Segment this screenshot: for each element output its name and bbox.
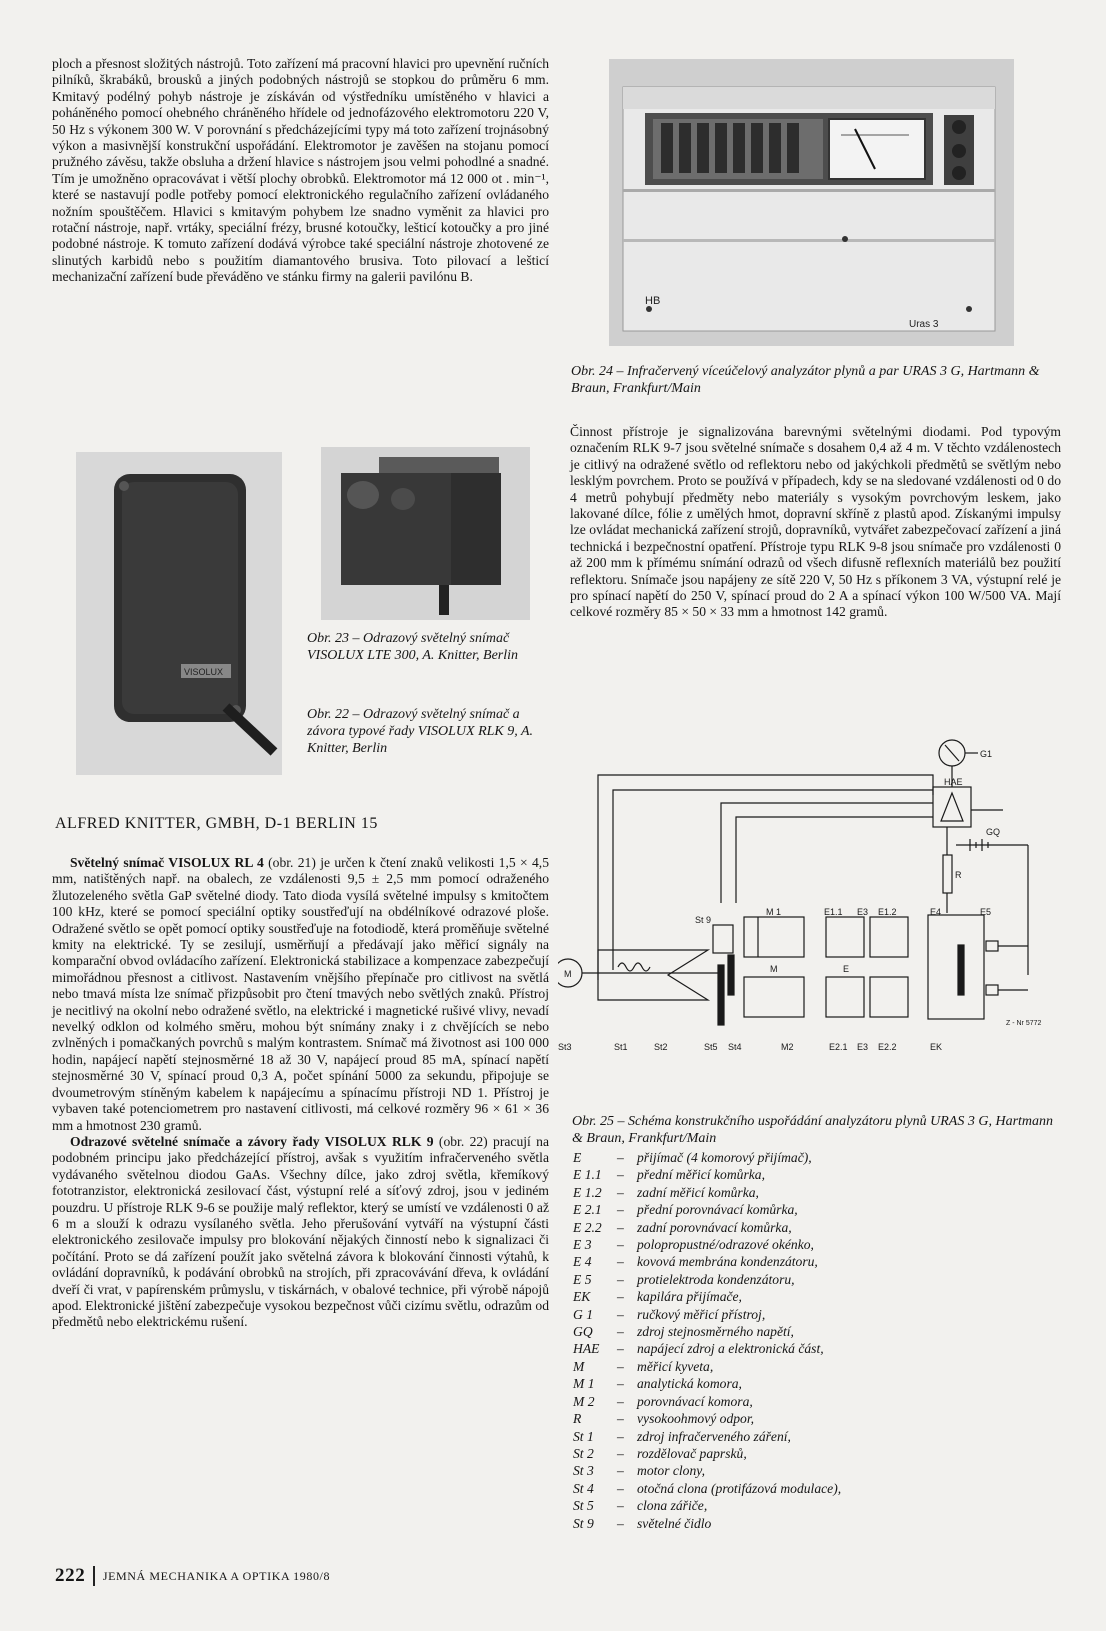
- legend-description: kapilára přijímače,: [637, 1289, 742, 1305]
- label-m1: M 1: [766, 907, 782, 917]
- legend-description: motor clony,: [637, 1463, 705, 1479]
- legend-description: přední porovnávací komůrka,: [637, 1202, 798, 1218]
- legend-code: E 1.2: [573, 1184, 602, 1200]
- legend-item: [573, 1340, 1073, 1357]
- legend-code: E 1.1: [573, 1167, 602, 1183]
- label-st9: St 9: [695, 915, 712, 925]
- legend-item: [573, 1410, 1073, 1427]
- legend-description: rozdělovač paprsků,: [637, 1445, 747, 1461]
- label-e3b: E3: [857, 1042, 869, 1052]
- legend-code: M 2: [573, 1393, 595, 1409]
- label-e: E: [843, 964, 850, 974]
- legend-item: [573, 1393, 1073, 1410]
- label-st1: St1: [614, 1042, 628, 1052]
- legend-dash: –: [617, 1306, 624, 1322]
- legend-code: St 9: [573, 1515, 594, 1531]
- legend-description: ručkový měřicí přístroj,: [637, 1306, 766, 1322]
- product-name: Odrazové světelné snímače a závory řady VISOLUX RLK 9: [70, 1133, 434, 1149]
- legend-item: [573, 1166, 1073, 1183]
- sensor-brand-label: VISOLUX: [184, 667, 224, 677]
- legend-item: [573, 1149, 1073, 1166]
- legend-dash: –: [617, 1219, 624, 1235]
- legend-code: G 1: [573, 1306, 594, 1322]
- legend-description: zdroj stejnosměrného napětí,: [637, 1324, 794, 1340]
- legend-item: [573, 1219, 1073, 1236]
- legend-item: [573, 1236, 1073, 1253]
- label-st3: St3: [558, 1042, 572, 1052]
- legend-code: St 1: [573, 1428, 594, 1444]
- label-e11: E1.1: [824, 907, 843, 917]
- footer-divider: [93, 1566, 95, 1586]
- label-e4: E4: [930, 907, 942, 917]
- legend-code: St 4: [573, 1480, 594, 1496]
- label-hae: HAE: [944, 777, 963, 787]
- photo-visolux-lte300: [321, 447, 530, 620]
- device-name-label: Uras 3: [909, 319, 939, 330]
- legend-description: protielektroda kondenzátoru,: [637, 1271, 795, 1287]
- legend-item: [573, 1497, 1073, 1514]
- legend-dash: –: [617, 1498, 624, 1514]
- legend-item: [573, 1323, 1073, 1340]
- legend-dash: –: [617, 1271, 624, 1287]
- label-st4: St4: [728, 1042, 742, 1052]
- legend-item: [573, 1288, 1073, 1305]
- legend-dash: –: [617, 1184, 624, 1200]
- legend-dash: –: [617, 1254, 624, 1270]
- label-m2: M2: [781, 1042, 794, 1052]
- paragraph: ploch a přesnost složitých nástrojů. Toto zařízení má pracovní hlavici pro upevnění ručních pilníků, škrabáků, brousků a jiných podobných nástrojů se stopkou do průměru 6 mm. Kmitavý podélný pohyb nástroje je získáván od výstředníku umístěného v hlavici a poháněného pomocí ohebného chráněného hřídele od jednofázového elektromotoru 220 V, 50 Hz s výkonem 300 W. V porovnání s předcházejícími typy má toto zařízení trojnásobný výkon a masivnější konstrukční uspořádání. Elektromotor je zavěšen na stojanu pomocí pružného závěsu, takže obsluha a držení hlavice s nástrojem jsou velmi pohodlné a snadné. Tím je umožněno opracovávat i větší plochy obrobků. Elektromotor má 12 000 ot . min⁻¹, které se nastavují podle potřeby pomocí elektronického regulačního zařízení ovládaného nožním spouštěčem. Hlavici s kmitavým pohybem lze snadno vyměnit za hlavici pro rotační nástroje, např. vrtáky, speciální frézy, brusné kotoučky, lešticí kotoučky a pro jiné podobné nástroje. K tomuto zařízení dodává výrobce také speciální nástroje zhotovené ze slinutých karbidů nebo s použitím diamantového brusiva. Toto pilovací a lešticí mechanizační zařízení bude převáděno ve stánku firmy na galerii pavilónu B.: [52, 56, 549, 285]
- legend-code: R: [573, 1411, 582, 1427]
- product-name: Světelný snímač VISOLUX RL 4: [70, 855, 264, 870]
- legend-item: [573, 1480, 1073, 1497]
- legend-item: [573, 1306, 1073, 1323]
- legend-dash: –: [617, 1289, 624, 1305]
- article-text-bottom: [52, 855, 549, 1331]
- label-m-cell: M: [770, 964, 778, 974]
- legend-dash: –: [617, 1237, 624, 1253]
- legend-item: [573, 1358, 1073, 1375]
- legend-code: E 3: [573, 1237, 592, 1253]
- legend-description: měřicí kyveta,: [637, 1358, 714, 1374]
- legend-code: E 2.2: [573, 1219, 602, 1235]
- journal-title: JEMNÁ MECHANIKA A OPTIKA 1980/8: [102, 1568, 331, 1583]
- page-number: 222: [55, 1565, 86, 1586]
- legend-dash: –: [617, 1428, 624, 1444]
- legend-description: zadní měřicí komůrka,: [637, 1184, 759, 1200]
- legend-code: HAE: [573, 1341, 600, 1357]
- legend-description: clona zářiče,: [637, 1498, 708, 1514]
- label-e22: E2.2: [878, 1042, 897, 1052]
- label-r: R: [955, 870, 962, 880]
- section-heading: ALFRED KNITTER, GMBH, D-1 BERLIN 15: [55, 815, 378, 832]
- legend-code: E 4: [573, 1254, 592, 1270]
- label-gq: GQ: [986, 827, 1001, 837]
- page-footer: [55, 1565, 330, 1587]
- legend-dash: –: [617, 1376, 624, 1392]
- legend-code: E 2.1: [573, 1202, 602, 1218]
- legend-code: EK: [573, 1289, 591, 1305]
- legend-item: [573, 1515, 1073, 1532]
- legend-item: [573, 1375, 1073, 1392]
- legend-dash: –: [617, 1202, 624, 1218]
- legend-item: [573, 1445, 1073, 1462]
- legend-description: kovová membrána kondenzátoru,: [637, 1254, 818, 1270]
- diagram-legend: [573, 1149, 1073, 1532]
- legend-description: otočná clona (protifázová modulace),: [637, 1480, 842, 1496]
- caption-obr23: Obr. 23 – Odrazový světelný snímač VISOLUX LTE 300, A. Knitter, Berlin: [307, 631, 519, 663]
- legend-dash: –: [617, 1341, 624, 1357]
- legend-description: světelné čidlo: [637, 1515, 712, 1531]
- legend-description: přední měřicí komůrka,: [637, 1167, 765, 1183]
- caption-obr24: Obr. 24 – Infračervený víceúčelový analyzátor plynů a par URAS 3 G, Hartmann & Braun, Frankfurt/Main: [571, 364, 1040, 396]
- legend-code: M: [573, 1358, 585, 1374]
- legend-code: St 2: [573, 1445, 594, 1461]
- label-e5: E5: [980, 907, 992, 917]
- legend-item: [573, 1253, 1073, 1270]
- legend-item: [573, 1462, 1073, 1479]
- legend-code: St 5: [573, 1498, 594, 1514]
- legend-dash: –: [617, 1324, 624, 1340]
- legend-description: vysokoohmový odpor,: [637, 1411, 755, 1427]
- legend-dash: –: [617, 1515, 624, 1531]
- label-e21: E2.1: [829, 1042, 848, 1052]
- label-ek: EK: [930, 1042, 943, 1052]
- legend-code: St 3: [573, 1463, 594, 1479]
- legend-code: E: [573, 1150, 582, 1165]
- legend-dash: –: [617, 1480, 624, 1496]
- legend-item: [573, 1428, 1073, 1445]
- article-text-right: [570, 424, 1061, 621]
- legend-description: napájecí zdroj a elektronická část,: [637, 1341, 824, 1357]
- label-st5: St5: [704, 1042, 718, 1052]
- label-m: M: [564, 969, 572, 979]
- legend-description: porovnávací komora,: [637, 1393, 753, 1409]
- legend-dash: –: [617, 1167, 624, 1183]
- legend-dash: –: [617, 1445, 624, 1461]
- legend-description: zdroj infračerveného záření,: [637, 1428, 791, 1444]
- label-st2: St2: [654, 1042, 668, 1052]
- label-e12: E1.2: [878, 907, 897, 917]
- paragraph: Činnost přístroje je signalizována barevnými světelnými diodami. Pod typovým označením RLK 9-7 jsou světelné snímače s dosahem 0,4 až 4 m. V těchto vzdálenostech je citlivý na odražené světlo od reflektoru nebo od jakýchkoli předmětů se světlým nebo lesklým povrchem. Proto se používá v případech, kdy se na sledované vzdálenosti od 0 do 4 metrů pohybují předměty nebo materiály s vysokým povrchovým leskem, jako lakované dílce, fólie z umělých hmot, dopravní skříně z plastů apod. Získanými impulsy lze ovládat mechanická zařízení strojů, dopravníků, vytvářet zabezpečovací zařízení a jiná technická i bezpečnostní opatření. Přístroje typu RLK 9-8 jsou snímače pro vzdálenosti 0 až 200 mm k přímému snímání odrazů od všech difusně reflexních materiálů bez použití reflektoru. Snímače jsou napájeny ze sítě 220 V, 50 Hz s příkonem 3 VA, výstupní relé je pro spínací napětí do 250 V, spínací proud do 2 A a spínací výkon 100 W/500 VA. Mají celkové rozměry 85 × 50 × 33 mm a hmotnost 142 gramů.: [570, 424, 1061, 620]
- legend-dash: –: [617, 1411, 624, 1427]
- legend-description: zadní porovnávací komůrka,: [637, 1219, 792, 1235]
- legend-description: přijímač (4 komorový přijímač),: [637, 1150, 812, 1165]
- legend-description: analytická komora,: [637, 1376, 742, 1392]
- legend-code: E 5: [573, 1271, 592, 1287]
- paragraph: Světelný snímač VISOLUX RL 4 (obr. 21) je určen k čtení znaků velikosti 1,5 × 4,5 mm, natištěných např. na obalech, ze vzdálenosti 9,5 ± 2,5 mm pomocí odraženého žlutozeleného světla GaP světelné diody. Tato dioda vysílá světelné impulsy s kmitočtem 100 kHz, které se pomocí speciální optiky soustřeďují na obdélníkové odrazové ploše. Odražené světlo se opět pomocí optiky soustřeďuje na fotodiodě, která proměňuje světelné kmity na elektrické. Ty se zesilují, usměrňují a předávají jako měřicí signály na komparační obvod ovládacího zařízení. Elektronická stabilizace a kompenzace zabezpečují mimořádnou přesnost a citlivost. Nastavením vnějšího přepínače pro citlivost na světlá nebo tmavá místa lze snímač přizpůsobit pro čtení tmavých nebo světlých znaků. Přístroj je necitlivý na okolní nebo odražené světlo, na elektrické i magnetické rušivé vlivy, nevadí nevelký odklon od kolmého směru, mohou být snímány znaky i z chvějících se nebo zvlněných i pomačkaných povrchů s malým kontrastem. Snímač má životnost asi 100 000 hodin, napájecí napětí stejnosměrné 18 až 30 V, napájecí proud 85 mA, spínací napětí stejnosměrné 30 V, spínací proud 0,3 A, počet spínání 5000 za sekundu, připojuje se dvoumetrovým stíněným kabelem k napájecímu a spínacímu přístroji ND 1. Přístroj je vybaven také potenciometrem pro nastavení citlivosti, má celkové rozměry 96 × 61 × 36 mm a hmotnost 230 gramů.: [52, 855, 549, 1133]
- legend-code: M 1: [573, 1376, 595, 1392]
- paragraph: Odrazové světelné snímače a závory řady VISOLUX RLK 9 (obr. 22) pracují na podobném principu jako předcházející přístroj, avšak s využitím infračerveného světla vydávaného světelnou diodou GaAs. Všechny dílce, jako zdroj světla, křemíkový fototranzistor, elektronická zesilovací část, výstupní relé a síťový zdroj, jsou v jediném pouzdru. U přístroje RLK 9-6 se použije malý reflektor, který se umístí ve vzdálenosti 0 až 6 m a slouží k odrazu vysílaného světla. Jeho přerušování vytváří na výstupní části elektronického zesilovače impulsy pro blokování nějakých činností nebo k signalizaci či počítání. Proto se dá zařízení použít jako světelná závora k blokování činnosti výtahů, k ovládání dopravníků, k podávání obrobků na strojích, při zpracovávání dřeva, k ovládání dveří či vrat, v papírenském průmyslu, v tiskárnách, v obalové technice, při výrobě nápojů apod. Elektronické jištění zabezpečuje vysokou bezpečnost vůči cizímu světlu, odrazům od předmětů nebo elektrickému rušení.: [52, 1133, 549, 1330]
- logo-hb: HB: [645, 295, 661, 307]
- label-g1: G1: [980, 749, 993, 759]
- photo-visolux-rlk9: [76, 452, 282, 775]
- legend-item: [573, 1271, 1073, 1288]
- legend-item: [573, 1201, 1073, 1218]
- label-e3: E3: [857, 907, 869, 917]
- legend-dash: –: [617, 1358, 624, 1374]
- legend-dash: –: [617, 1393, 624, 1409]
- legend-dash: –: [617, 1150, 624, 1165]
- legend-code: GQ: [573, 1324, 593, 1340]
- legend-description: polopropustné/odrazové okénko,: [637, 1237, 814, 1253]
- legend-dash: –: [617, 1463, 624, 1479]
- caption-obr22: Obr. 22 – Odrazový světelný snímač a závora typové řady VISOLUX RLK 9, A. Knitter, Berlin: [307, 707, 534, 756]
- legend-item: [573, 1184, 1073, 1201]
- article-text-top: [52, 56, 549, 286]
- caption-obr25: Obr. 25 – Schéma konstrukčního uspořádání analyzátoru plynů URAS 3 G, Hartmann & Braun, Frankfurt/Main: [572, 1114, 1054, 1146]
- label-drawing-number: Z - Nr 5772: [1006, 1020, 1042, 1027]
- photo-uras-analyzer: [609, 59, 1014, 346]
- schematic-diagram: [558, 735, 1068, 1105]
